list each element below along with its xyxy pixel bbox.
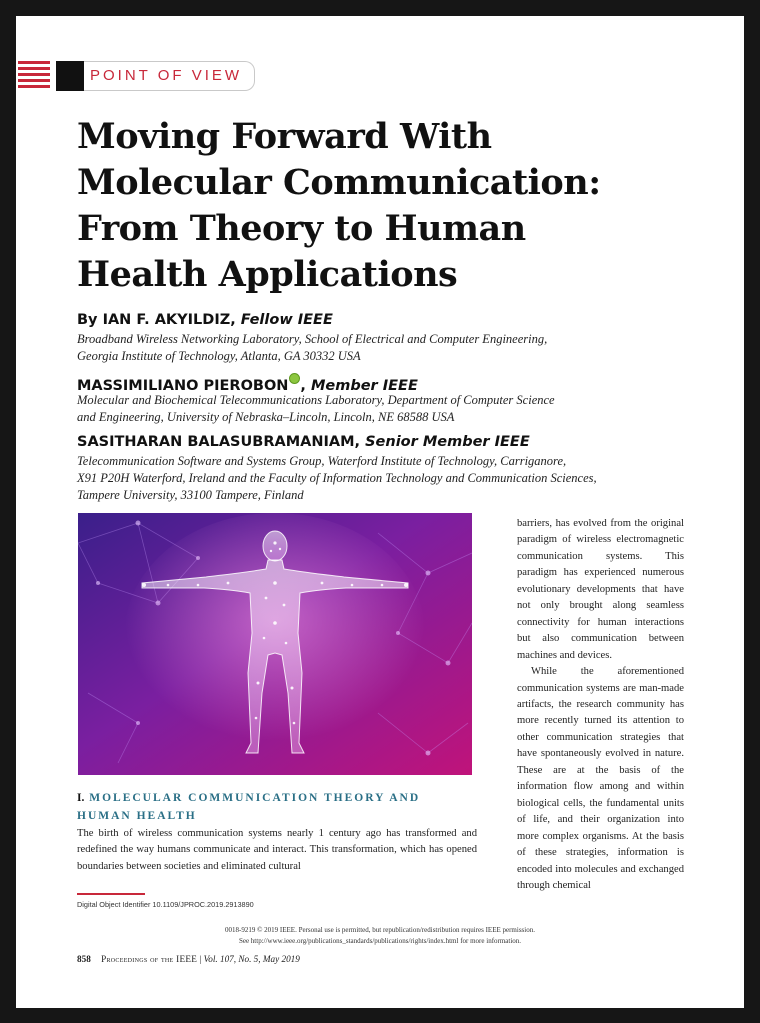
paragraph: barriers, has evolved from the original paradigm of wireless electromagnetic communication systems. This paradigm has experienced numerous evolutionary developments that have not only brought along seamless connectivity for human interactions but also communication between machines and devices. [517,518,684,661]
page-number: 858 [77,954,91,964]
section-title-line: HUMAN HEALTH [77,810,197,822]
footnote-rule [77,893,145,895]
section-title-line: MOLECULAR COMMUNICATION THEORY AND [89,792,421,804]
author-prefix: By [77,312,103,328]
affiliation-akyildiz: Broadband Wireless Networking Laboratory, School of Electrical and Computer Engineering, Georgia Institute of Technology, Atlanta, GA 30332 USA [77,332,548,363]
paragraph: While the aforementioned communication systems are man-made artifacts, the research community has more recently turned its attention to other communication strategies that have spontaneously evolved in nature. These are at the basis of the information flow among and within biological cells, the fundamental units of life, and their organization into more complex organisms. At the basis of these strategies, information is encoded into molecules and exchanged through chemical [517,666,684,891]
author-name: SASITHARAN BALASUBRAMANIAM [77,434,355,450]
title-line: Molecular Communication: [77,162,601,203]
author-grade: Senior Member IEEE [365,434,530,450]
copyright-line: 0018-9219 © 2019 IEEE. Personal use is permitted, but republication/redistribution requires IEEE permission. [225,926,535,934]
author-name: MASSIMILIANO PIEROBON [77,378,289,394]
author-name: IAN F. AKYILDIZ [102,312,231,328]
author-balasubramaniam: SASITHARAN BALASUBRAMANIAM, Senior Member IEEE [77,434,530,450]
page-footer [77,954,300,964]
issue-info: Vol. 107, No. 5, May 2019 [203,954,300,964]
article-title [77,114,677,298]
affiliation-pierobon: Molecular and Biochemical Telecommunications Laboratory, Department of Computer Science and Engineering, University of Nebraska–Lincoln, Lincoln, NE 68588 USA [77,393,555,424]
right-column-text [517,516,684,894]
title-line: Health Applications [77,254,458,295]
author-grade: Member IEEE [310,378,418,394]
orcid-icon[interactable] [289,373,300,384]
copyright-line: See http://www.ieee.org/publications_standards/publications/rights/index.html for more information. [238,937,522,945]
paragraph: The birth of wireless communication systems nearly 1 century ago has transformed and redefined the way humans communicate and interact. This transformation, which has opened boundaries between societies and eliminated cultural [77,828,477,872]
title-line: Moving Forward With [77,116,492,157]
human-body-network-illustration [78,513,472,775]
footer-separator: | [199,954,202,964]
author-akyildiz: By IAN F. AKYILDIZ, Fellow IEEE [77,312,333,328]
author-pierobon: MASSIMILIANO PIEROBON , Member IEEE [77,373,418,394]
point-of-view-label: POINT OF VIEW [84,61,255,91]
left-column-text [77,826,477,875]
journal-name: Proceedings of the IEEE [101,954,198,964]
doi-text: Digital Object Identifier 10.1109/JPROC.2019.2913890 [77,900,254,909]
article-page [16,16,744,1008]
header-black-block [56,61,84,91]
affiliation-balasubramaniam: Telecommunication Software and Systems Group, Waterford Institute of Technology, Carriganore, X91 P20H Waterford, Ireland and the Faculty of Information Technology and Communication Sciences, Tampere University, 33100 Tampere, Finland [77,454,597,502]
section-number: I. [77,792,85,804]
author-grade: Fellow IEEE [240,312,333,328]
title-line: From Theory to Human [77,208,526,249]
section-heading [77,789,420,825]
header-stripes-decoration [18,61,50,91]
